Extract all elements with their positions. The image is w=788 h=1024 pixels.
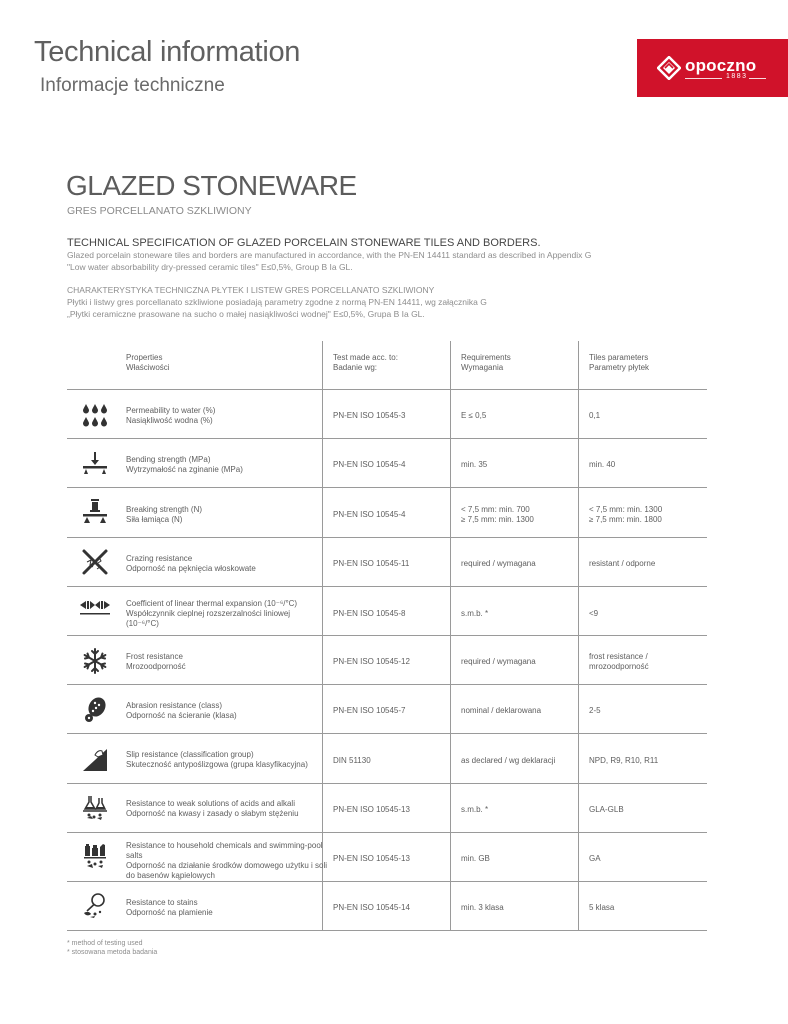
- household-chemicals-icon: [81, 842, 109, 870]
- row-water-req: E ≤ 0,5: [461, 411, 487, 420]
- row-abrasion-req: nominal / deklarowana: [461, 706, 542, 715]
- water-drops-icon: [81, 402, 109, 430]
- header-properties-en: Properties: [126, 353, 163, 362]
- table-rule: [67, 881, 707, 882]
- footnote-en: * method of testing used: [67, 940, 143, 947]
- bending-load-icon: [81, 450, 109, 478]
- row-stains-property: [126, 898, 213, 918]
- row-crazing-prop-pl: Odporność na pęknięcia włoskowate: [126, 564, 256, 573]
- row-crazing-param: resistant / odporne: [589, 559, 656, 568]
- header-parameters-pl: Parametry płytek: [589, 363, 650, 372]
- row-breaking-prop-pl: Siła łamiąca (N): [126, 515, 183, 524]
- row-abrasion-prop-en: Abrasion resistance (class): [126, 701, 223, 710]
- header-parameters-en: Tiles parameters: [589, 353, 649, 362]
- table-rule: [67, 930, 707, 931]
- crazing-cross-icon: [81, 548, 109, 576]
- table-rule: [67, 684, 707, 685]
- row-frost-prop-pl: Mrozoodporność: [126, 662, 186, 671]
- row-household-param: GA: [589, 854, 601, 863]
- row-acids-prop-pl: Odporność na kwasy i zasady o słabym stężeniu: [126, 809, 299, 818]
- slip-ramp-icon: [81, 745, 109, 773]
- table-rule: [67, 487, 707, 488]
- row-frost-prop-en: Frost resistance: [126, 652, 183, 661]
- row-water-prop-en: Permeability to water (%): [126, 406, 216, 415]
- row-breaking-test: PN-EN ISO 10545-4: [333, 510, 406, 519]
- logo-rule-right: [749, 78, 766, 79]
- row-breaking-req: [461, 505, 534, 525]
- row-household-prop-pl-2: do basenów kąpielowych: [126, 871, 215, 880]
- row-household-prop-en-1: Resistance to household chemicals and swimming-pool: [126, 841, 323, 850]
- table-rule: [67, 438, 707, 439]
- row-abrasion-prop-pl: Odporność na ścieranie (klasa): [126, 711, 237, 720]
- row-breaking-param-2: ≥ 7,5 mm: min. 1800: [589, 515, 662, 524]
- logo-year: 1883: [726, 73, 748, 80]
- row-stains-req: min. 3 klasa: [461, 903, 504, 912]
- row-thermal-req: s.m.b. *: [461, 609, 489, 618]
- row-crazing-property: [126, 554, 256, 574]
- row-breaking-property: [126, 505, 202, 525]
- header-requirements: [461, 353, 511, 373]
- header-test-pl: Badanie wg:: [333, 363, 378, 372]
- header-requirements-pl: Wymagania: [461, 363, 504, 372]
- row-household-prop-pl-1: Odporność na działanie środków domowego użytku i soli: [126, 861, 327, 870]
- row-slip-prop-en: Slip resistance (classification group): [126, 750, 254, 759]
- page-subtitle: Informacje techniczne: [40, 75, 225, 96]
- row-slip-req: as declared / wg deklaracji: [461, 756, 556, 765]
- row-bending-prop-pl: Wytrzymałość na zginanie (MPa): [126, 465, 243, 474]
- spec-heading: TECHNICAL SPECIFICATION OF GLAZED PORCELAIN STONEWARE TILES AND BORDERS.: [67, 237, 541, 249]
- row-frost-param: [589, 652, 649, 672]
- header-test-en: Test made acc. to:: [333, 353, 398, 362]
- row-slip-param: NPD, R9, R10, R11: [589, 756, 659, 765]
- row-crazing-test: PN-EN ISO 10545-11: [333, 559, 410, 568]
- row-frost-req: required / wymagana: [461, 657, 536, 666]
- table-rule: [67, 832, 707, 833]
- abrasion-shoe-icon: [81, 696, 109, 724]
- table-divider-2: [450, 341, 451, 931]
- row-abrasion-test: PN-EN ISO 10545-7: [333, 706, 406, 715]
- row-slip-test: DIN 51130: [333, 756, 371, 765]
- opoczno-logo: [637, 39, 788, 97]
- table-rule: [67, 635, 707, 636]
- row-thermal-prop-pl: Współczynnik cieplnej rozszerzalności liniowej: [126, 609, 291, 618]
- table-rule: [67, 783, 707, 784]
- row-thermal-test: PN-EN ISO 10545-8: [333, 609, 406, 618]
- row-bending-param: min. 40: [589, 460, 616, 469]
- row-acids-prop-en: Resistance to weak solutions of acids and alkali: [126, 799, 295, 808]
- row-stains-param: 5 klasa: [589, 903, 615, 912]
- row-acids-req: s.m.b. *: [461, 805, 489, 814]
- row-thermal-property: [126, 599, 297, 629]
- row-frost-param-1: frost resistance /: [589, 652, 648, 661]
- row-water-test: PN-EN ISO 10545-3: [333, 411, 406, 420]
- stain-magnifier-icon: [81, 891, 109, 919]
- spec-en-line-1: Glazed porcelain stoneware tiles and borders are manufactured in accordance, with the PN-EN 14411 standard as described in Appendix G: [67, 250, 592, 260]
- header-properties: [126, 353, 170, 373]
- row-abrasion-property: [126, 701, 237, 721]
- table-divider-3: [578, 341, 579, 931]
- row-bending-req: min. 35: [461, 460, 488, 469]
- row-crazing-prop-en: Crazing resistance: [126, 554, 193, 563]
- table-rule: [67, 537, 707, 538]
- row-thermal-prop-unit: (10⁻⁶/°C): [126, 619, 159, 628]
- header-properties-pl: Właściwości: [126, 363, 170, 372]
- row-slip-property: [126, 750, 308, 770]
- row-acids-test: PN-EN ISO 10545-13: [333, 805, 410, 814]
- logo-brand-text: opoczno: [685, 56, 757, 75]
- row-stains-prop-pl: Odporność na plamienie: [126, 908, 213, 917]
- header-requirements-en: Requirements: [461, 353, 511, 362]
- section-subtitle: GRES PORCELLANATO SZKLIWIONY: [67, 205, 252, 217]
- row-slip-prop-pl: Skuteczność antypoślizgowa (grupa klasyfikacyjna): [126, 760, 308, 769]
- acid-flasks-icon: [81, 793, 109, 821]
- spec-pl-line-1: Płytki i listwy gres porcellanato szkliwione posiadają parametry zgodne z normą PN-EN 14411, wg załącznika G: [67, 297, 487, 307]
- row-breaking-req-1: < 7,5 mm: min. 700: [461, 505, 530, 514]
- logo-diamond-icon: [657, 56, 681, 80]
- page-title: Technical information: [34, 36, 301, 68]
- table-rule: [67, 733, 707, 734]
- table-rule: [67, 586, 707, 587]
- thermal-expansion-arrows-icon: [79, 597, 111, 625]
- spec-pl-line-2: „Płytki ceramiczne prasowane na sucho o małej nasiąkliwości wodnej" E≤0,5%, Grupa B Ia GL.: [67, 309, 425, 319]
- row-acids-param: GLA-GLB: [589, 805, 624, 814]
- row-bending-prop-en: Bending strength (MPa): [126, 455, 211, 464]
- row-water-prop-pl: Nasiąkliwość wodna (%): [126, 416, 213, 425]
- row-thermal-param: <9: [589, 609, 599, 618]
- spec-en-line-2: "Low water absorbability dry-pressed ceramic tiles" E≤0,5%, Group B Ia GL.: [67, 262, 353, 272]
- row-water-param: 0,1: [589, 411, 601, 420]
- table-rule: [67, 389, 707, 390]
- row-breaking-req-2: ≥ 7,5 mm: min. 1300: [461, 515, 534, 524]
- row-stains-prop-en: Resistance to stains: [126, 898, 198, 907]
- row-frost-test: PN-EN ISO 10545-12: [333, 657, 410, 666]
- snowflake-icon: [81, 647, 109, 675]
- row-breaking-prop-en: Breaking strength (N): [126, 505, 203, 514]
- row-household-prop-en-2: salts: [126, 851, 143, 860]
- row-acids-property: [126, 799, 299, 819]
- row-water-property: [126, 406, 215, 426]
- header-test: [333, 353, 398, 373]
- row-crazing-req: required / wymagana: [461, 559, 536, 568]
- row-thermal-prop-en: Coefficient of linear thermal expansion (10⁻⁶/°C): [126, 599, 298, 608]
- row-breaking-param-1: < 7,5 mm: min. 1300: [589, 505, 663, 514]
- row-bending-property: [126, 455, 243, 475]
- row-stains-test: PN-EN ISO 10545-14: [333, 903, 410, 912]
- row-breaking-param: [589, 505, 662, 525]
- footnote-pl: * stosowana metoda badania: [67, 949, 158, 956]
- row-household-req: min. GB: [461, 854, 490, 863]
- row-bending-test: PN-EN ISO 10545-4: [333, 460, 406, 469]
- row-abrasion-param: 2-5: [589, 706, 601, 715]
- section-title: GLAZED STONEWARE: [66, 170, 357, 201]
- row-household-test: PN-EN ISO 10545-13: [333, 854, 410, 863]
- breaking-weight-icon: [81, 498, 109, 526]
- row-household-property: [126, 841, 327, 881]
- spec-pl-heading: CHARAKTERYSTYKA TECHNICZNA PŁYTEK I LISTEW GRES PORCELLANATO SZKLIWIONY: [67, 285, 435, 295]
- row-frost-property: [126, 652, 186, 672]
- logo-rule-left: [685, 78, 722, 79]
- header-parameters: [589, 353, 649, 373]
- row-frost-param-2: mrozoodporność: [589, 662, 649, 671]
